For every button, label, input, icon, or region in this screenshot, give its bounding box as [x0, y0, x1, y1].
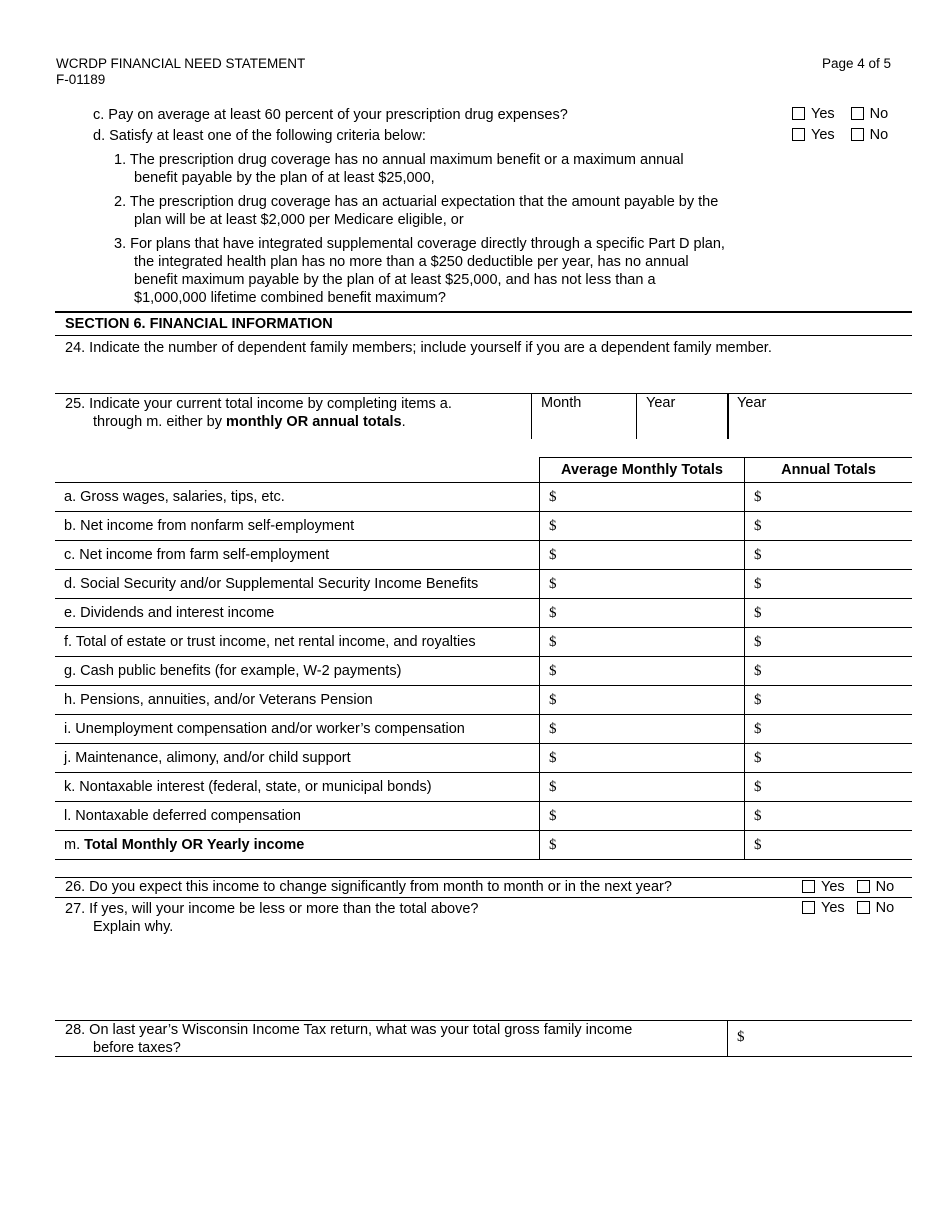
question-d-yes[interactable]: Yes [792, 127, 835, 143]
table-row: a. Gross wages, salaries, tips, etc. $ $ [55, 483, 912, 512]
question-d: d. Satisfy at least one of the following criteria below: [93, 128, 426, 144]
q28-divider [727, 1020, 728, 1056]
criterion-1: 1. The prescription drug coverage has no annual maximum benefit or a maximum annual benefit payable by the plan of at least $25,000, [114, 152, 684, 186]
q25-month-field[interactable]: Month [541, 395, 582, 411]
question-c-no[interactable]: No [851, 106, 889, 122]
form-number: F-01189 [56, 72, 106, 87]
question-26-options [802, 879, 894, 895]
annual-amount-field[interactable]: $ [745, 541, 913, 570]
monthly-amount-field[interactable]: $ [540, 483, 745, 512]
annual-amount-field[interactable]: $ [745, 744, 913, 773]
monthly-amount-field[interactable]: $ [540, 686, 745, 715]
section-rule-top [55, 311, 912, 313]
question-26: 26. Do you expect this income to change significantly from month to month or in the next year? [65, 879, 672, 895]
question-26-yes[interactable]: Yes [802, 879, 845, 895]
q28-amount-field[interactable]: $ [737, 1029, 745, 1045]
question-28: 28. On last year’s Wisconsin Income Tax return, what was your total gross family income before taxes? [65, 1022, 633, 1056]
question-25: 25. Indicate your current total income by completing items a. through m. either by monthly OR annual totals. [65, 396, 452, 430]
monthly-amount-field[interactable]: $ [540, 599, 745, 628]
annual-amount-field[interactable]: $ [745, 657, 913, 686]
annual-amount-field[interactable]: $ [745, 628, 913, 657]
checkbox-icon[interactable] [851, 128, 864, 141]
monthly-total-field[interactable]: $ [540, 831, 745, 860]
q25-year-field-1[interactable]: Year [646, 395, 676, 411]
question-24: 24. Indicate the number of dependent family members; include yourself if you are a dependent family member. [65, 340, 772, 356]
checkbox-icon[interactable] [802, 901, 815, 914]
table-row: g. Cash public benefits (for example, W-2 payments) $ $ [55, 657, 912, 686]
table-row: e. Dividends and interest income $ $ [55, 599, 912, 628]
annual-total-field[interactable]: $ [745, 831, 913, 860]
q26-rule-bottom [55, 897, 912, 898]
section-rule-bottom [55, 335, 912, 336]
monthly-amount-field[interactable]: $ [540, 570, 745, 599]
column-monthly: Average Monthly Totals [540, 458, 745, 483]
question-c: c. Pay on average at least 60 percent of your prescription drug expenses? [93, 107, 568, 123]
monthly-amount-field[interactable]: $ [540, 628, 745, 657]
income-table-header [55, 458, 912, 483]
table-row: d. Social Security and/or Supplemental Security Income Benefits $ $ [55, 570, 912, 599]
annual-amount-field[interactable]: $ [745, 802, 913, 831]
q28-rule-bottom [55, 1056, 912, 1057]
q25-divider-1 [531, 394, 532, 439]
question-d-options [792, 127, 888, 143]
monthly-amount-field[interactable]: $ [540, 802, 745, 831]
annual-amount-field[interactable]: $ [745, 686, 913, 715]
question-27-no[interactable]: No [857, 900, 895, 916]
income-table [55, 457, 912, 860]
table-row: h. Pensions, annuities, and/or Veterans Pension $ $ [55, 686, 912, 715]
annual-amount-field[interactable]: $ [745, 599, 913, 628]
q27-explanation-area[interactable] [55, 938, 912, 1020]
monthly-amount-field[interactable]: $ [540, 657, 745, 686]
page-number: Page 4 of 5 [822, 56, 892, 71]
question-26-no[interactable]: No [857, 879, 895, 895]
checkbox-icon[interactable] [857, 880, 870, 893]
checkbox-icon[interactable] [857, 901, 870, 914]
annual-amount-field[interactable]: $ [745, 570, 913, 599]
q26-rule-top [55, 877, 912, 878]
table-row: f. Total of estate or trust income, net rental income, and royalties $ $ [55, 628, 912, 657]
question-27-options [802, 900, 894, 916]
criterion-3: 3. For plans that have integrated supplemental coverage directly through a specific Part D plan, the integrated health plan has no more than a $250 deductible per year, has no annual benefit maximum payable by the plan of at least $25,000, and has not less than a $1,000,000 lifetime combined benefit maximum? [114, 236, 725, 306]
form-title: WCRDP FINANCIAL NEED STATEMENT [56, 56, 306, 71]
question-27: 27. If yes, will your income be less or more than the total above? Explain why. [65, 901, 479, 935]
monthly-amount-field[interactable]: $ [540, 715, 745, 744]
checkbox-icon[interactable] [802, 880, 815, 893]
question-c-options [792, 106, 888, 122]
table-row: l. Nontaxable deferred compensation $ $ [55, 802, 912, 831]
annual-amount-field[interactable]: $ [745, 483, 913, 512]
checkbox-icon[interactable] [851, 107, 864, 120]
table-row: i. Unemployment compensation and/or worker’s compensation $ $ [55, 715, 912, 744]
table-row-total: m. Total Monthly OR Yearly income $ $ [55, 831, 912, 860]
table-row: k. Nontaxable interest (federal, state, or municipal bonds) $ $ [55, 773, 912, 802]
question-c-yes[interactable]: Yes [792, 106, 835, 122]
q24-answer-line [55, 393, 912, 394]
q25-divider-2 [636, 394, 637, 439]
checkbox-icon[interactable] [792, 128, 805, 141]
q25-divider-3 [727, 394, 729, 439]
column-annual: Annual Totals [745, 458, 913, 483]
form-header [56, 56, 305, 88]
section-6-title: SECTION 6. FINANCIAL INFORMATION [65, 316, 333, 332]
table-row: c. Net income from farm self-employment $ $ [55, 541, 912, 570]
monthly-amount-field[interactable]: $ [540, 773, 745, 802]
q25-year-field-2[interactable]: Year [737, 395, 767, 411]
checkbox-icon[interactable] [792, 107, 805, 120]
question-27-yes[interactable]: Yes [802, 900, 845, 916]
monthly-amount-field[interactable]: $ [540, 744, 745, 773]
annual-amount-field[interactable]: $ [745, 773, 913, 802]
table-row: j. Maintenance, alimony, and/or child support $ $ [55, 744, 912, 773]
monthly-amount-field[interactable]: $ [540, 512, 745, 541]
annual-amount-field[interactable]: $ [745, 512, 913, 541]
question-d-no[interactable]: No [851, 127, 889, 143]
table-row: b. Net income from nonfarm self-employment $ $ [55, 512, 912, 541]
monthly-amount-field[interactable]: $ [540, 541, 745, 570]
criterion-2: 2. The prescription drug coverage has an actuarial expectation that the amount payable by the plan will be at least $2,000 per Medicare eligible, or [114, 194, 719, 228]
annual-amount-field[interactable]: $ [745, 715, 913, 744]
